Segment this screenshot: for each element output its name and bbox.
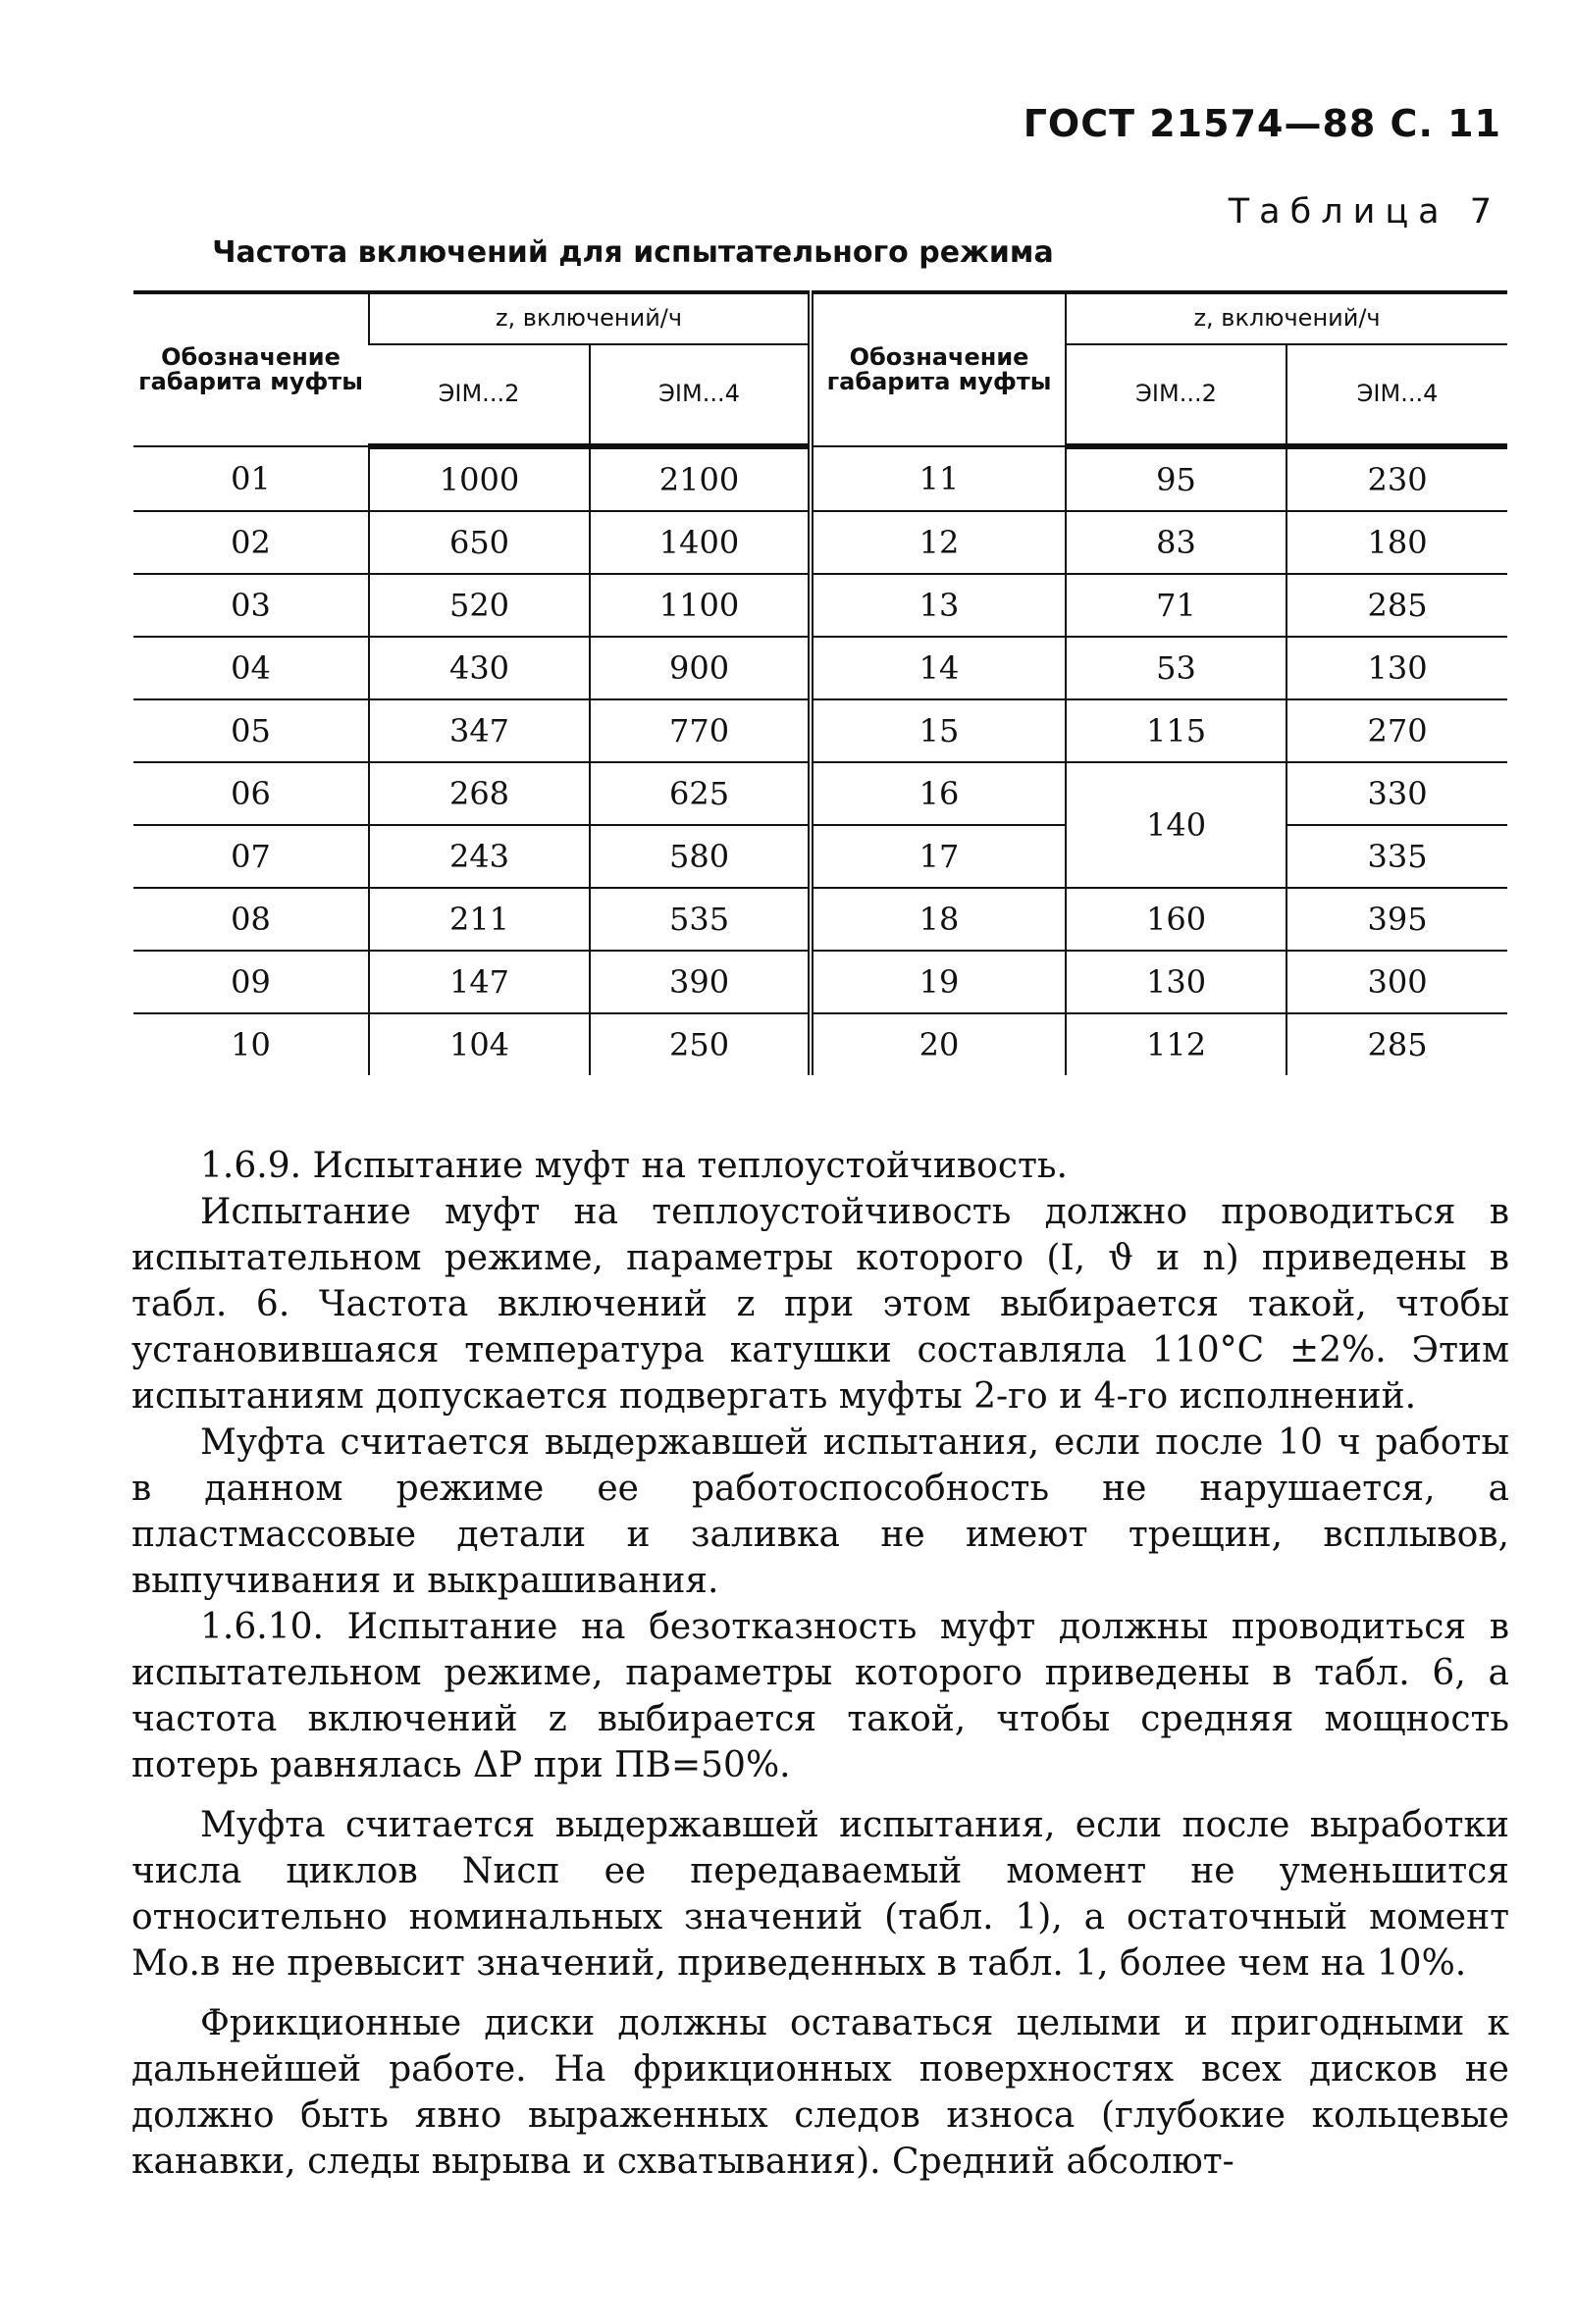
cell-b2: 95 [1066,446,1286,511]
cell-size-b: 12 [811,511,1066,574]
cell-size-a: 07 [133,825,369,888]
table-row [133,511,1507,574]
cell-size-b: 18 [811,888,1066,951]
paragraph-1-6-9-heading: 1.6.9. Испытание муфт на теплоустойчивость. [200,1146,1068,1186]
cell-b4: 300 [1286,951,1507,1013]
cell-size-a: 02 [133,511,369,574]
cell-a4: 625 [590,762,811,825]
subheader-em4-left: ЭIМ...4 [590,344,811,446]
table-row [133,1013,1507,1075]
cell-size-a: 09 [133,951,369,1013]
cell-a4: 900 [590,637,811,699]
table-row [133,574,1507,637]
paragraph-heat-test: Испытание муфт на теплоустойчивость должно проводиться в испытательном режиме, параметры которого (I, ϑ и n) приведены в табл. 6. Частота включений z при этом выбирается такой, чтобы установившаяся температура катушки составляла 110°C ±2%. Этим испытаниям допускается подвергать муфты 2-го и 4-го исполнений. [131,1192,1509,1417]
cell-a4: 1100 [590,574,811,637]
cell-b4: 130 [1286,637,1507,699]
table-row [133,825,1507,888]
cell-b4: 270 [1286,699,1507,762]
col-header-size-left: Обозначение габарита муфты [133,292,369,446]
cell-b2: 83 [1066,511,1286,574]
cell-a4: 390 [590,951,811,1013]
cell-b2: 115 [1066,699,1286,762]
cell-b2: 160 [1066,888,1286,951]
cell-size-a: 05 [133,699,369,762]
cell-size-a: 03 [133,574,369,637]
cell-size-a: 08 [133,888,369,951]
table-row [133,637,1507,699]
cell-a2: 104 [369,1013,590,1075]
cell-a2: 211 [369,888,590,951]
cell-size-a: 01 [133,446,369,511]
subheader-em2-left: ЭIМ...2 [369,344,590,446]
cell-b4: 330 [1286,762,1507,825]
cell-size-b: 13 [811,574,1066,637]
body-text [131,1143,1509,2185]
col-header-size-right: Обозначение габарита муфты [811,292,1066,446]
table-row [133,446,1507,511]
frequency-table [133,290,1507,1075]
subheader-em4-right: ЭIМ...4 [1286,344,1507,446]
cell-b4: 335 [1286,825,1507,888]
paragraph-heat-criteria: Муфта считается выдержавшей испытания, если после 10 ч работы в данном режиме ее работоспособность не нарушается, а пластмассовые детали и заливка не имеют трещин, всплывов, выпучивания и выкрашивания. [131,1422,1509,1601]
table-title: Частота включений для испытательного режима [212,235,1054,270]
col-header-z-right: z, включений/ч [1066,292,1507,344]
cell-a2: 347 [369,699,590,762]
col-header-z-left: z, включений/ч [369,292,811,344]
cell-a4: 535 [590,888,811,951]
cell-b2: 130 [1066,951,1286,1013]
cell-b4: 180 [1286,511,1507,574]
page-header: ГОСТ 21574—88 С. 11 [1023,102,1501,145]
cell-b4: 285 [1286,1013,1507,1075]
table-row [133,762,1507,825]
cell-size-b: 19 [811,951,1066,1013]
cell-a4: 250 [590,1013,811,1075]
cell-b2: 112 [1066,1013,1286,1075]
paragraph-1-6-10-reliability: 1.6.10. Испытание на безотказность муфт должны проводиться в испытательном режиме, параметры которого приведены в табл. 6, а частота включений z выбирается такой, чтобы средняя мощность потерь равнялась ΔP при ПВ=50%. [131,1607,1509,1785]
table-row [133,951,1507,1013]
cell-b4: 230 [1286,446,1507,511]
cell-size-a: 06 [133,762,369,825]
cell-a2: 430 [369,637,590,699]
cell-a2: 268 [369,762,590,825]
cell-size-b: 11 [811,446,1066,511]
table-row [133,699,1507,762]
cell-a2: 520 [369,574,590,637]
cell-a4: 580 [590,825,811,888]
cell-size-b: 17 [811,825,1066,888]
cell-b2: 53 [1066,637,1286,699]
cell-a4: 770 [590,699,811,762]
cell-size-a: 04 [133,637,369,699]
cell-size-a: 10 [231,1026,271,1063]
cell-b4: 395 [1286,888,1507,951]
cell-b4: 285 [1286,574,1507,637]
cell-size-b: 20 [811,1013,1066,1075]
cell-size-b: 14 [811,637,1066,699]
cell-size-b: 15 [811,699,1066,762]
table-header-row [133,292,1507,344]
cell-a4: 1400 [590,511,811,574]
table-row [133,888,1507,951]
cell-b2-merged: 140 [1066,762,1286,888]
table-label: Таблица 7 [1228,192,1501,232]
cell-a2: 243 [369,825,590,888]
cell-size-b: 16 [811,762,1066,825]
cell-a2: 147 [369,951,590,1013]
paragraph-friction-discs: Фрикционные диски должны оставаться целыми и пригодными к дальнейшей работе. На фрикционных поверхностях всех дисков не должно быть явно выраженных следов износа (глубокие кольцевые канавки, следы вырыва и схватывания). Средний абсолют- [131,2003,1509,2182]
table-7 [133,290,1507,1075]
cell-a2: 650 [369,511,590,574]
cell-b2: 71 [1066,574,1286,637]
cell-a4: 2100 [590,446,811,511]
cell-a2: 1000 [369,446,590,511]
paragraph-reliability-criteria: Муфта считается выдержавшей испытания, если после выработки числа циклов Nисп ее передаваемый момент не уменьшится относительно номинальных значений (табл. 1), а остаточный момент Mо.в не превысит значений, приведенных в табл. 1, более чем на 10%. [131,1805,1509,1984]
subheader-em2-right: ЭIМ...2 [1066,344,1286,446]
